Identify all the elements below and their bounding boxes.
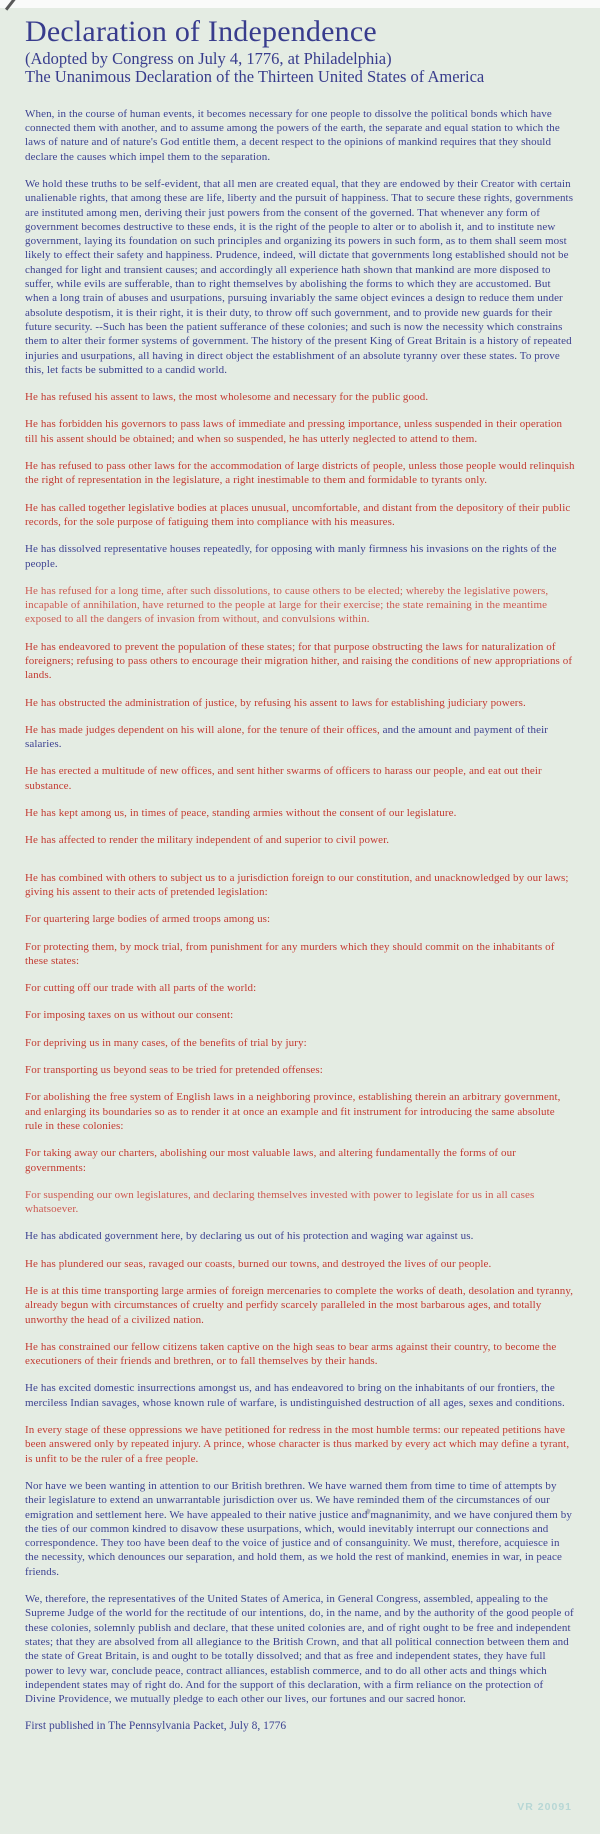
paragraph bbox=[25, 542, 575, 571]
paragraph bbox=[25, 912, 575, 926]
paragraph-segment: He has abdicated government here, by declaring us out of his protection and waging war against us. bbox=[25, 1230, 474, 1243]
paragraph-segment: He has plundered our seas, ravaged our coasts, burned our towns, and destroyed the lives of our people. bbox=[25, 1257, 492, 1270]
paragraph bbox=[25, 417, 575, 446]
paragraph-segment: He has affected to render the military independent of and superior to civil power. bbox=[25, 834, 390, 847]
paragraph bbox=[25, 1257, 575, 1271]
paragraph bbox=[25, 833, 575, 847]
document-body bbox=[25, 107, 575, 1707]
paragraph-segment: He has excited domestic insurrections amongst us, and has endeavored to bring on the inhabitants of our frontiers, the merciless Indian savages, whose known rule of warfare, is undistinguished destruction of all ages, sexes and conditions. bbox=[25, 1382, 565, 1409]
paragraph-segment: He has called together legislative bodies at places unusual, uncomfortable, and distant from the depository of their public records, for the sole purpose of fatiguing them into compliance with his measures. bbox=[25, 501, 571, 528]
page-title: Declaration of Independence bbox=[25, 15, 377, 48]
paragraph-segment: We, therefore, the representatives of the United States of America, in General Congress, assembled, appealing to the Supreme Judge of the world for the rectitude of our intentions, do, in the name, and by the authority of the good people of these colonies, solemnly publish and declare, that these united colonies are, and of right ought to be free and independent states; that they are absolved from all allegiance to the British Crown, and that all political connection between them and the state of Great Britain, is and ought to be totally dissolved; and that as free and independent states, they have full power to levy war, conclude peace, contract alliances, establish commerce, and to do all other acts and things which independent states may of right do. And for the support of this declaration, with a firm reliance on the protection of Divine Providence, we mutually pledge to each other our lives, our fortunes and our sacred honor. bbox=[25, 1593, 574, 1706]
paragraph-segment: Nor have we been wanting in attention to our British brethren. We have warned them from time to time of attempts by their legislature to extend an unwarrantable jurisdiction over us. We have reminded them of the circumstances of our emigration and settlement here. We have appealed to their native justice and magnanimity, and we have conjured them by the ties of our common kindred to disavow these usurpations, which, would inevitably interrupt our connections and correspondence. They too have been deaf to the voice of justice and of consanguinity. We must, therefore, acquiesce in the necessity, which denounces our separation, and hold them, as we hold the rest of mankind, enemies in war, in peace friends. bbox=[25, 1479, 572, 1578]
paragraph-segment: For cutting off our trade with all parts of the world: bbox=[25, 982, 257, 995]
paragraph-segment: He has refused for a long time, after such dissolutions, to cause others to be elected; whereby the legislative powers, incapable of annihilation, have returned to the people at large for their exercise; the state remaining in the meantime exposed to all the dangers of invasion from without, and convulsions within. bbox=[25, 584, 549, 626]
paragraph bbox=[25, 1008, 575, 1022]
watermark: VR 20091 bbox=[517, 1801, 572, 1813]
paragraph-segment: He has forbidden his governors to pass laws of immediate and pressing importance, unless suspended in their operation till his assent should be obtained; and when so suspended, he has utterly neglected to attend to them. bbox=[25, 418, 563, 445]
paragraph-segment: He has refused his assent to laws, the most wholesome and necessary for the public good. bbox=[25, 391, 429, 404]
paragraph-segment: For taking away our charters, abolishing our most valuable laws, and altering fundamentally the forms of our governments: bbox=[25, 1147, 517, 1174]
paragraph bbox=[25, 1592, 575, 1706]
paragraph bbox=[25, 1340, 575, 1369]
footer-note: First published in The Pennsylvania Packet, July 8, 1776 bbox=[25, 1720, 287, 1733]
paragraph bbox=[25, 1479, 575, 1579]
paragraph bbox=[25, 1090, 575, 1133]
paragraph-segment: He has erected a multitude of new offices, and sent hither swarms of officers to harass our people, and eat out their substance. bbox=[25, 765, 542, 792]
paragraph bbox=[25, 981, 575, 995]
paragraph-segment: For imposing taxes on us without our consent: bbox=[25, 1009, 234, 1022]
paragraph bbox=[25, 806, 575, 820]
paragraph bbox=[25, 459, 575, 488]
paragraph-segment: He has constrained our fellow citizens taken captive on the high seas to bear arms against their country, to become the executioners of their friends and brethren, or to fall themselves by their hands. bbox=[25, 1340, 557, 1368]
paragraph bbox=[25, 764, 575, 793]
paragraph bbox=[25, 1146, 575, 1175]
paragraph-segment: For transporting us beyond seas to be tried for pretended offenses: bbox=[25, 1064, 323, 1077]
paragraph bbox=[25, 640, 575, 683]
paragraph-segment: He has made judges dependent on his will alone, for the tenure of their offices, bbox=[25, 723, 383, 736]
paragraph-segment: For suspending our own legislatures, and declaring themselves invested with power to legislate for us in all cases whatsoever. bbox=[25, 1188, 535, 1216]
document-header bbox=[25, 16, 575, 87]
paragraph-segment: and the amount and payment of their salaries. bbox=[25, 723, 549, 751]
paragraph-segment: He is at this time transporting large armies of foreign mercenaries to complete the works of death, desolation and tyranny, already begun with circumstances of cruelty and perfidy scarcely paralleled in the most barbarous ages, and totally unworthy the head of a civilized nation. bbox=[25, 1285, 574, 1326]
paragraph bbox=[25, 107, 575, 164]
paragraph-segment: He has refused to pass other laws for the accommodation of large districts of people, unless those people would relinquish the right of representation in the legislature, a right inestimable to them and formidable to tyrants only. bbox=[25, 460, 575, 487]
paragraph bbox=[25, 1188, 575, 1217]
paragraph-segment: For protecting them, by mock trial, from punishment for any murders which they should commit on the inhabitants of these states: bbox=[25, 940, 555, 967]
paragraph-segment: In every stage of these oppressions we have petitioned for redress in the most humble terms: our repeated petitions have been answered only by repeated injury. A prince, whose character is thus marked by every act which may define a tyrant, is unfit to be the ruler of a free people. bbox=[25, 1424, 570, 1465]
paragraph-segment: For depriving us in many cases, of the benefits of trial by jury: bbox=[25, 1036, 307, 1049]
paragraph bbox=[25, 871, 575, 900]
paragraph-segment: He has obstructed the administration of justice, by refusing his assent to laws for establishing judiciary powers. bbox=[25, 696, 526, 709]
paragraph-segment: He has endeavored to prevent the population of these states; for that purpose obstructing the laws for naturalization of foreigners; refusing to pass others to encourage their migration hither, and raising the conditions of new appropriations of lands. bbox=[25, 640, 573, 682]
paragraph-segment: For abolishing the free system of English laws in a neighboring province, establishing therein an arbitrary government, and enlarging its boundaries so as to render it at once an example and fit instrument for introducing the same absolute rule in these colonies: bbox=[25, 1091, 561, 1132]
paragraph bbox=[25, 723, 575, 752]
subtitle-unanimous: The Unanimous Declaration of the Thirteen United States of America bbox=[25, 67, 485, 87]
paragraph bbox=[25, 501, 575, 530]
paragraph bbox=[25, 1381, 575, 1410]
paragraph bbox=[25, 1229, 575, 1243]
paragraph bbox=[25, 390, 575, 404]
paragraph bbox=[25, 940, 575, 969]
paragraph bbox=[25, 696, 575, 710]
paragraph-segment: He has combined with others to subject us to a jurisdiction foreign to our constitution, and unacknowledged by our laws; giving his assent to their acts of pretended legislation: bbox=[25, 871, 569, 898]
paragraph-segment: For quartering large bodies of armed troops among us: bbox=[25, 913, 271, 926]
paragraph bbox=[25, 1423, 575, 1466]
paragraph-segment: He has kept among us, in times of peace, standing armies without the consent of our legislature. bbox=[25, 807, 457, 820]
paragraph bbox=[25, 1036, 575, 1050]
paragraph-segment: He has dissolved representative houses repeatedly, for opposing with manly firmness his invasions on the rights of the people. bbox=[25, 543, 557, 570]
paragraph bbox=[25, 584, 575, 627]
subtitle-adopted: (Adopted by Congress on July 4, 1776, at Philadelphia) bbox=[25, 48, 392, 68]
paragraph bbox=[25, 177, 575, 377]
paragraph-segment: We hold these truths to be self-evident, that all men are created equal, that they are endowed by their Creator with certain unalienable rights, that among these are life, liberty and the pursuit of happiness. That to secure these rights, governments are instituted among men, deriving their just powers from the consent of the governed. That whenever any form of government becomes destructive to these ends, it is the right of the people to alter or to abolish it, and to institute new government, laying its foundation on such principles and organizing its powers in such form, as to them shall seem most likely to effect their safety and happiness. Prudence, indeed, will dictate that governments long established should not be changed for light and transient causes; and accordingly all experience hath shown that mankind are more disposed to suffer, while evils are sufferable, than to right themselves by abolishing the forms to which they are accustomed. But when a long train of abuses and usurpations, pursuing invariably the same object evinces a design to reduce them under absolute despotism, it is their right, it is their duty, to throw off such government, and to provide new guards for their future security. --Such has been the patient sufferance of these colonies; and such is now the necessity which constrains them to alter their former systems of government. The history of the present King of Great Britain is a history of repeated injuries and usurpations, all having in direct object the establishment of an absolute tyranny over these states. To prove this, let facts be submitted to a candid world. bbox=[25, 177, 574, 376]
paragraph bbox=[25, 1284, 575, 1327]
paragraph bbox=[25, 1063, 575, 1077]
paragraph-segment: When, in the course of human events, it becomes necessary for one people to dissolve the political bonds which have connected them with another, and to assume among the powers of the earth, the separate and equal station to which the laws of nature and of nature's God entitle them, a decent respect to the opinions of mankind requires that they should declare the causes which impel them to the separation. bbox=[25, 107, 560, 163]
